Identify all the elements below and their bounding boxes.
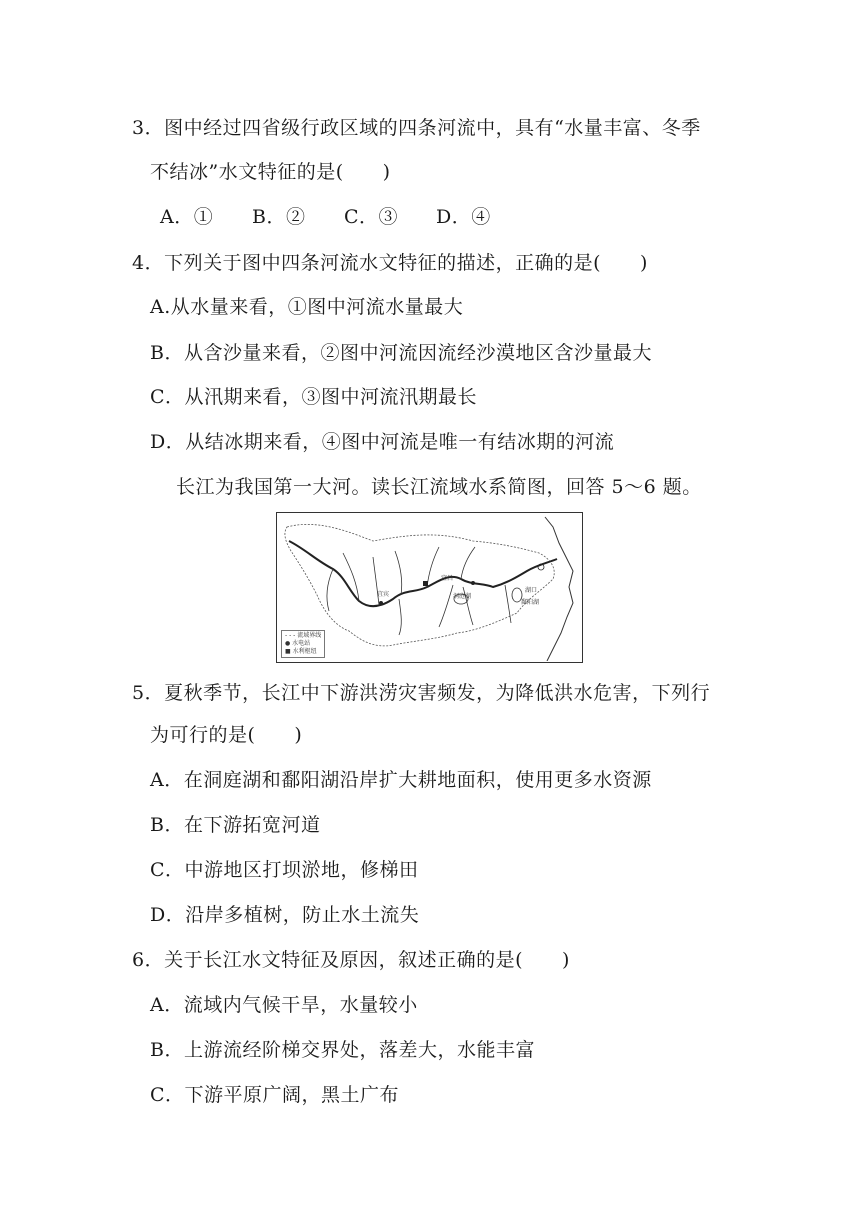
q3-option-a: A．① (160, 206, 214, 228)
legend-basin-boundary: - - - 流域界线 (285, 632, 322, 639)
q5-option-d: D．沿岸多植树，防止水土流失 (150, 904, 420, 926)
q4-option-a: A.从水量来看，①图中河流水量最大 (150, 296, 464, 318)
q3-option-c: C．③ (344, 206, 399, 228)
q4-stem: 4．下列关于图中四条河流水文特征的描述，正确的是( ) (132, 252, 648, 274)
q6-option-b: B．上游流经阶梯交界处，落差大，水能丰富 (150, 1039, 535, 1061)
label-yichang: 宜昌 (441, 575, 454, 582)
q3-option-b: B．② (252, 206, 306, 228)
q3-option-d: D．④ (436, 206, 491, 228)
q5-option-a: A．在洞庭湖和鄱阳湖沿岸扩大耕地面积，使用更多水资源 (150, 769, 652, 791)
q3-stem-line1: 3．图中经过四省级行政区域的四条河流中，具有“水量丰富、冬季 (132, 117, 701, 139)
q5-stem-line1: 5．夏秋季节，长江中下游洪涝灾害频发，为降低洪水危害，下列行 (132, 682, 711, 704)
legend-water-project: ■ 水利枢纽 (285, 648, 317, 655)
map-legend (281, 630, 325, 658)
q3-options (160, 204, 491, 230)
q3-stem-line2: 不结冰”水文特征的是( ) (150, 161, 391, 183)
q4-option-b: B．从含沙量来看，②图中河流因流经沙漠地区含沙量最大 (150, 342, 652, 364)
label-dongting: 洞庭湖 (453, 593, 472, 600)
yangtze-basin-map (276, 512, 583, 663)
label-poyang: 鄱阳湖 (521, 599, 540, 606)
label-yibin: 宜宾 (377, 591, 390, 598)
q5-option-c: C．中游地区打坝淤地，修梯田 (150, 859, 419, 881)
intro-text: 长江为我国第一大河。读长江流域水系简图，回答 5～6 题。 (176, 476, 702, 498)
q4-option-c: C．从汛期来看，③图中河流汛期最长 (150, 386, 478, 408)
q6-option-c: C．下游平原广阔，黑土广布 (150, 1084, 400, 1106)
q5-stem-line2: 为可行的是( ) (150, 724, 303, 746)
q4-option-d: D．从结冰期来看，④图中河流是唯一有结冰期的河流 (150, 431, 615, 453)
legend-hydropower: ● 水电站 (285, 640, 311, 647)
q6-option-a: A．流域内气候干旱，水量较小 (150, 994, 418, 1016)
label-hukou: 湖口 (525, 587, 538, 594)
q6-stem: 6．关于长江水文特征及原因，叙述正确的是( ) (132, 949, 570, 971)
q5-option-b: B．在下游拓宽河道 (150, 814, 321, 836)
